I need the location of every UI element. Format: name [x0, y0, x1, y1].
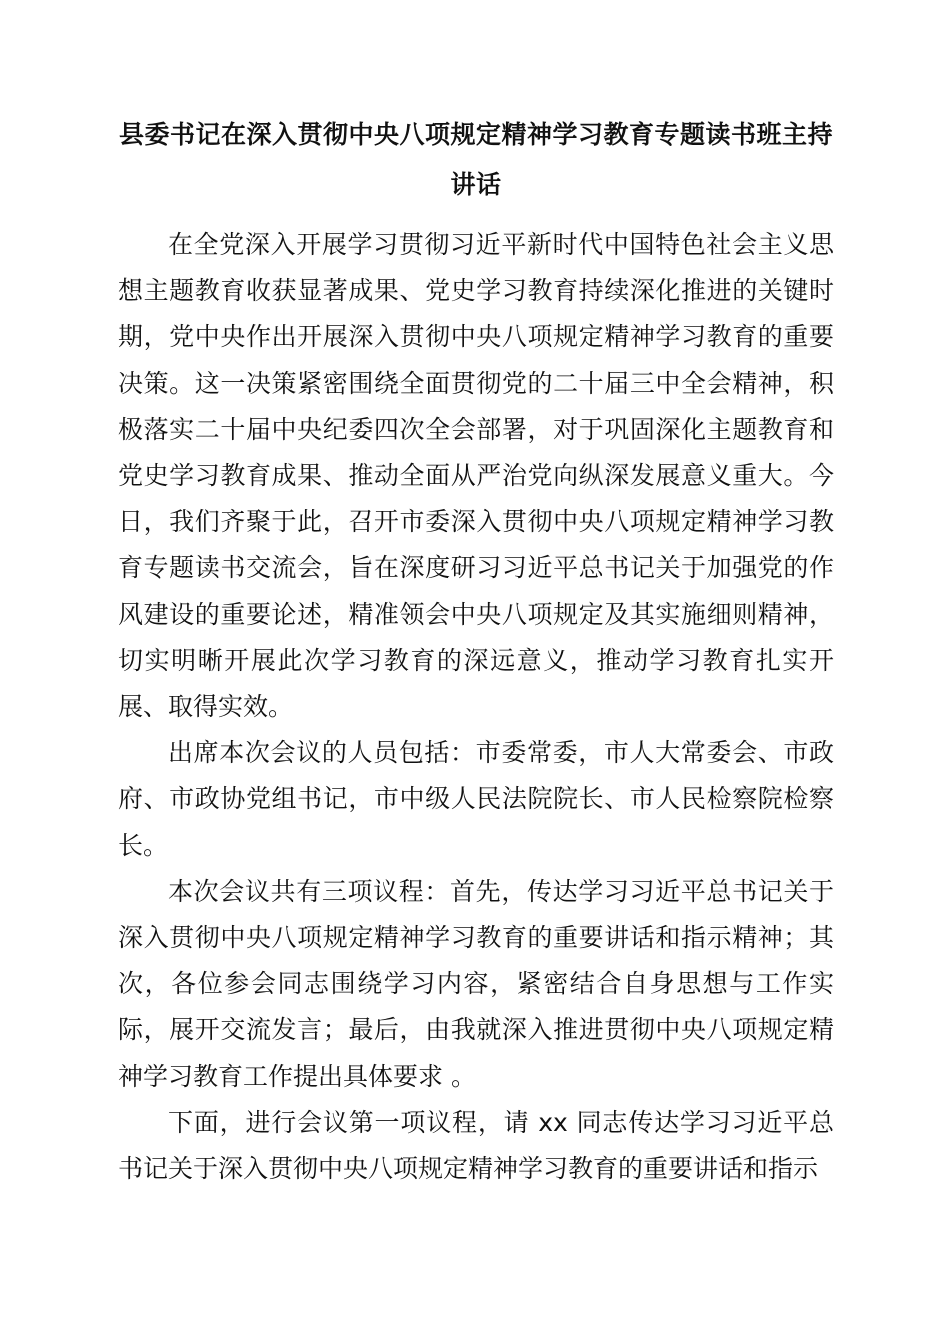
paragraph-attendees: 出席本次会议的人员包括：市委常委，市人大常委会、市政府、市政协党组书记，市中级人民法院院长、市人民检察院检察长。 — [118, 738, 834, 860]
paragraph-first-item: 下面，进行会议第一项议程，请 xx 同志传达学习习近平总书记关于深入贯彻中央八项规定精神学习教育的重要讲话和指示 — [118, 1107, 834, 1184]
document-body — [118, 222, 834, 1192]
document-page — [118, 110, 834, 1192]
paragraph-intro: 在全党深入开展学习贯彻习近平新时代中国特色社会主义思想主题教育收获显著成果、党史学习教育持续深化推进的关键时期，党中央作出开展深入贯彻中央八项规定精神学习教育的重要决策。这一决策紧密围绕全面贯彻党的二十届三中全会精神，积极落实二十届中央纪委四次全会部署，对于巩固深化主题教育和党史学习教育成果、推动全面从严治党向纵深发展意义重大。今日，我们齐聚于此，召开市委深入贯彻中央八项规定精神学习教育专题读书交流会，旨在深度研习习近平总书记关于加强党的作风建设的重要论述，精准领会中央八项规定及其实施细则精神，切实明晰开展此次学习教育的深远意义，推动学习教育扎实开展、取得实效。 — [118, 230, 834, 722]
paragraph-agenda: 本次会议共有三项议程：首先，传达学习习近平总书记关于深入贯彻中央八项规定精神学习教育的重要讲话和指示精神；其次，各位参会同志围绕学习内容，紧密结合自身思想与工作实际，展开交流发言；最后，由我就深入推进贯彻中央八项规定精神学习教育工作提出具体要求 。 — [118, 876, 834, 1091]
document-title: 县委书记在深入贯彻中央八项规定精神学习教育专题读书班主持讲话 — [118, 120, 833, 199]
